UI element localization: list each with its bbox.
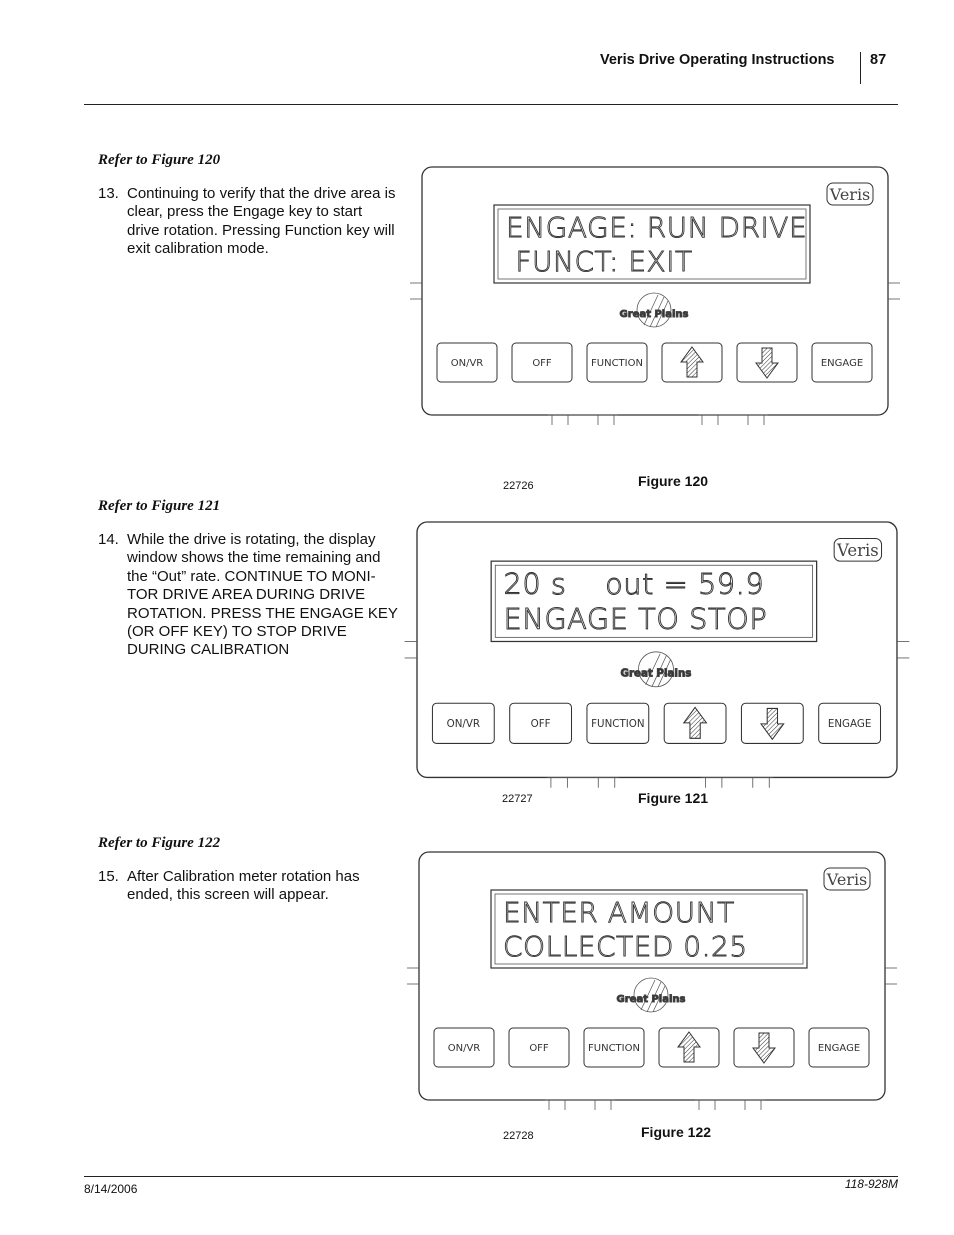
engage-key[interactable] bbox=[812, 343, 872, 382]
down-key[interactable] bbox=[737, 343, 797, 382]
figure-120-illustration bbox=[422, 167, 888, 415]
figure-120-caption: Figure 120 bbox=[638, 473, 709, 489]
footer-rule bbox=[84, 1176, 898, 1177]
great-plains-logo-text: Great Plains bbox=[616, 994, 686, 1005]
lcd-display bbox=[491, 890, 807, 968]
onvr-key-label: ON/VR bbox=[447, 1043, 481, 1054]
function-key[interactable] bbox=[587, 343, 647, 382]
lcd-line-1: ENGAGE: RUN DRIVE bbox=[506, 211, 808, 244]
figure-122-caption: Figure 122 bbox=[641, 1124, 712, 1140]
lcd-display bbox=[494, 205, 810, 283]
veris-badge bbox=[834, 538, 881, 561]
footer-doc-number: 118-928M bbox=[844, 1177, 898, 1191]
great-plains-logo-text: Great Plains bbox=[620, 667, 692, 680]
onvr-key-label: ON/VR bbox=[446, 717, 481, 730]
step-number: 15. bbox=[98, 868, 119, 885]
off-key[interactable] bbox=[509, 1028, 569, 1067]
step-text: While the drive is rotating, the display window shows the time remaining and the “Out” rate. CONTINUE TO MONI-TOR DRIVE AREA DURING DRIVE ROTATION. PRESS THE ENGAGE KEY (OR OFF KEY) TO STOP DRIVE DURING CALIBRATION bbox=[127, 531, 398, 659]
function-key[interactable] bbox=[587, 703, 649, 743]
onvr-key[interactable] bbox=[437, 343, 497, 382]
figure-121-caption: Figure 121 bbox=[638, 790, 709, 806]
connector-feet bbox=[548, 415, 768, 425]
figure-122-illustration bbox=[419, 852, 885, 1100]
up-key[interactable] bbox=[664, 703, 726, 743]
figure-reference-121: Refer to Figure 121 bbox=[98, 498, 221, 514]
page-number: 87 bbox=[870, 52, 887, 68]
function-key-label: FUNCTION bbox=[591, 358, 643, 369]
step-number: 14. bbox=[98, 531, 119, 548]
lcd-display bbox=[491, 561, 816, 641]
figure-121-illustration bbox=[417, 522, 897, 777]
controller-illustration bbox=[419, 852, 885, 1100]
function-key-label: FUNCTION bbox=[588, 1043, 640, 1054]
step-text: Continuing to verify that the drive area is clear, press the Engage key to start drive rotation. Pressing Function key will exit calibration mode. bbox=[127, 185, 396, 258]
engage-key-label: ENGAGE bbox=[817, 1043, 861, 1054]
engage-key[interactable] bbox=[809, 1028, 869, 1067]
lcd-line-2: COLLECTED 0.25 bbox=[503, 930, 748, 963]
onvr-key-label: ON/VR bbox=[450, 358, 484, 369]
off-key-label: OFF bbox=[532, 358, 552, 369]
lcd-line-1: ENTER AMOUNT bbox=[503, 896, 735, 929]
step-number: 13. bbox=[98, 185, 119, 202]
connector-feet bbox=[547, 777, 774, 787]
lcd-line-2: FUNCT: EXIT bbox=[506, 245, 693, 278]
veris-badge bbox=[827, 183, 873, 205]
engage-key-label: ENGAGE bbox=[820, 358, 864, 369]
header-title: Veris Drive Operating Instructions bbox=[600, 52, 835, 68]
onvr-key[interactable] bbox=[432, 703, 494, 743]
step-15 bbox=[98, 868, 398, 905]
header-rule bbox=[84, 104, 898, 105]
figure-122-id: 22728 bbox=[503, 1130, 534, 1142]
lcd-line-2: ENGAGE TO STOP bbox=[503, 602, 768, 637]
figure-reference-120: Refer to Figure 120 bbox=[98, 152, 221, 168]
lcd-line-1: 20 s out = 59.9 bbox=[503, 567, 765, 602]
great-plains-logo-text: Great Plains bbox=[619, 309, 689, 320]
up-key[interactable] bbox=[662, 343, 722, 382]
figure-121-id: 22727 bbox=[502, 793, 533, 805]
veris-logo-text: Veris bbox=[836, 540, 879, 560]
figure-120-id: 22726 bbox=[503, 480, 534, 492]
onvr-key[interactable] bbox=[434, 1028, 494, 1067]
step-text: After Calibration meter rotation has ended, this screen will appear. bbox=[127, 868, 360, 904]
veris-logo-text: Veris bbox=[826, 870, 868, 889]
veris-badge bbox=[824, 868, 870, 890]
off-key-label: OFF bbox=[529, 1043, 549, 1054]
footer-date: 8/14/2006 bbox=[84, 1182, 138, 1196]
step-13 bbox=[98, 185, 398, 259]
up-key[interactable] bbox=[659, 1028, 719, 1067]
figure-reference-122: Refer to Figure 122 bbox=[98, 835, 221, 851]
engage-key[interactable] bbox=[819, 703, 881, 743]
down-key[interactable] bbox=[734, 1028, 794, 1067]
function-key-label: FUNCTION bbox=[591, 717, 645, 730]
function-key[interactable] bbox=[584, 1028, 644, 1067]
step-14 bbox=[98, 531, 398, 660]
off-key[interactable] bbox=[510, 703, 572, 743]
off-key-label: OFF bbox=[530, 717, 551, 730]
header-separator bbox=[860, 52, 861, 84]
engage-key-label: ENGAGE bbox=[827, 717, 872, 730]
connector-feet bbox=[545, 1100, 765, 1110]
veris-logo-text: Veris bbox=[829, 185, 871, 204]
controller-illustration bbox=[422, 167, 888, 415]
off-key[interactable] bbox=[512, 343, 572, 382]
down-key[interactable] bbox=[741, 703, 803, 743]
controller-illustration bbox=[417, 522, 897, 777]
